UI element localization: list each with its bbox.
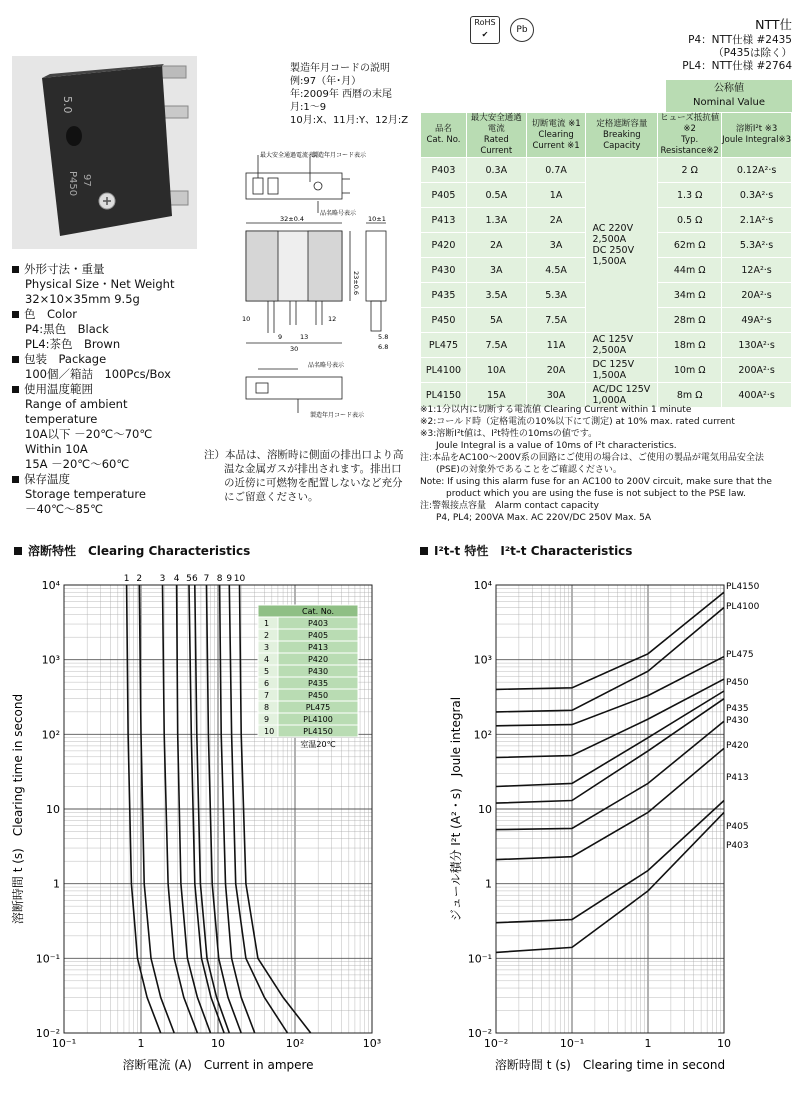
col-header-joule (722, 113, 792, 158)
series-number-label: 8 (216, 574, 223, 584)
col-header-text: Joule Integral※3 (722, 135, 791, 145)
series-number-label: 4 (173, 574, 180, 584)
ntt-spec-block (682, 16, 792, 73)
cell-resistance: 44m Ω (658, 258, 722, 283)
series-line (496, 748, 724, 859)
breaking-text: AC/DC 125V (592, 384, 651, 395)
legend-cat: P413 (307, 643, 329, 652)
dim-9: 9 (278, 333, 283, 341)
breaking-text: AC 220V (592, 223, 634, 234)
series-label: P435 (726, 704, 749, 714)
legend-cat: P450 (307, 691, 329, 700)
nominal-en: Nominal Value (692, 97, 765, 108)
y-axis-label: ジュール積分 I²t (A²・s) Joule integral (449, 696, 463, 922)
spec-heading: 保存温度 (12, 472, 202, 487)
legend-cat: P420 (307, 655, 329, 664)
breaking-text: DC 250V (592, 245, 635, 256)
chart2-title (420, 542, 632, 559)
series-label: P413 (726, 773, 749, 783)
cell-rated: 15A (466, 383, 526, 408)
spec-line: 100個／箱詰 100Pcs/Box (25, 367, 171, 381)
fuse-image (12, 56, 197, 249)
series-number-label: 2 (136, 574, 143, 584)
spec-heading: 使用温度範囲 (12, 382, 202, 397)
note-line: ※3:溶断I²t値は、I²t特性の10msの値です。 (420, 429, 598, 439)
cell-cat: P430 (421, 258, 467, 283)
col-header-text: Cat. No. (426, 135, 461, 145)
breaking-text: 2,500A (592, 345, 627, 356)
drawing-label-model: 品名略号表示 (320, 210, 357, 217)
legend-num: 9 (264, 715, 270, 724)
breaking-text: DC 125V (592, 359, 635, 370)
series-number-label: 7 (203, 574, 210, 584)
col-header-rated (466, 113, 526, 158)
legend-cat: PL4150 (303, 727, 333, 736)
y-tick-label: 1 (53, 877, 60, 891)
col-header-text: Rated Current (480, 135, 513, 156)
rohs-badge (470, 16, 500, 44)
cell-clearing: 30A (526, 383, 586, 408)
date-code-line: 年:2009年 西暦の末尾 (290, 89, 392, 100)
legend-header: Cat. No. (302, 607, 334, 616)
cell-joule: 0.12A²·s (722, 158, 792, 183)
series-line (496, 691, 724, 787)
photo-label-rating: 5.0 (61, 96, 74, 114)
cell-resistance: 62m Ω (658, 233, 722, 258)
note-line: (PSE)の対象外であることをご確認ください。 (436, 465, 622, 475)
y-tick-label: 10² (473, 728, 492, 742)
breaking-text: AC 125V (592, 334, 634, 345)
cell-joule: 2.1A²·s (722, 208, 792, 233)
legend-num: 2 (264, 631, 270, 640)
col-header-breaking (586, 113, 658, 158)
date-code-title: 製造年月コードの説明 (290, 63, 390, 74)
series-label: PL4150 (726, 582, 760, 592)
cell-rated: 10A (466, 358, 526, 383)
spec-line: 10A以下 －20℃～70℃ (25, 427, 153, 441)
drawing-label-date-code-2: 製造年月コード表示 (310, 412, 365, 419)
dim-6-8: 6.8 (378, 343, 389, 351)
caution-line: 注）本品は、溶断時に側面の排出口より高 (204, 449, 404, 461)
cell-clearing: 1A (526, 183, 586, 208)
dim-10: 10±1 (368, 215, 386, 223)
photo-label-model: P450 (67, 171, 78, 197)
pb-text: Pb (516, 25, 528, 35)
series-label: PL475 (726, 650, 754, 660)
spec-line: 15A －20℃～60℃ (25, 457, 130, 471)
x-tick-label: 10⁻¹ (51, 1037, 77, 1050)
cell-clearing: 4.5A (526, 258, 586, 283)
series-number-label: 3 (159, 574, 166, 584)
note-line: Joule Integral is a value of 10ms of I²t characteristics. (436, 441, 677, 451)
cell-cat: P405 (421, 183, 467, 208)
cell-rated: 1.3A (466, 208, 526, 233)
note-line: product which you are using the fuse is not subject to the PSE law. (446, 489, 746, 499)
dimension-drawing (238, 145, 408, 425)
legend-cat: P405 (307, 631, 329, 640)
cell-resistance: 34m Ω (658, 283, 722, 308)
spec-line: Storage temperature (25, 487, 146, 501)
y-axis-label: 溶断時間 t (s) Clearing time in second (11, 693, 25, 925)
ntt-p4: P4：NTT仕様 #2435 (688, 34, 792, 46)
ntt-pl4: PL4：NTT仕様 #2764 (682, 60, 792, 72)
spec-table (420, 112, 792, 408)
cell-rated: 0.5A (466, 183, 526, 208)
note-line: P4, PL4; 200VA Max. AC 220V/DC 250V Max. 5A (436, 513, 652, 523)
dim-13: 13 (300, 333, 309, 341)
series-label: P403 (726, 841, 749, 851)
product-photo (12, 56, 197, 249)
cell-joule: 49A²·s (722, 308, 792, 333)
legend-num: 3 (264, 643, 270, 652)
col-header-text: 切断電流 ※1 (531, 118, 581, 129)
legend-cat: PL4100 (303, 715, 333, 724)
breaking-text: 1,500A (592, 370, 627, 381)
legend-num: 4 (264, 655, 270, 664)
clearing-characteristics-chart (0, 565, 400, 1090)
x-tick-label: 10² (285, 1037, 305, 1050)
legend-num: 6 (264, 679, 270, 688)
y-tick-label: 10² (41, 728, 60, 742)
nominal-jp: 公称値 (714, 83, 744, 94)
caution-note (204, 448, 404, 504)
x-tick-label: 1 (644, 1037, 652, 1050)
chart2-title-text: I²t-t 特性 I²t-t Characteristics (434, 544, 633, 558)
cell-cat: PL475 (421, 333, 467, 358)
cell-clearing: 20A (526, 358, 586, 383)
y-tick-label: 1 (485, 877, 492, 891)
cell-resistance: 10m Ω (658, 358, 722, 383)
cell-rated: 3A (466, 258, 526, 283)
chart1-title-text: 溶断特性 Clearing Characteristics (28, 544, 251, 558)
legend-num: 10 (264, 727, 275, 736)
x-tick-label: 10⁻² (483, 1037, 509, 1050)
spec-line: PL4:茶色 Brown (25, 337, 121, 351)
series-line (496, 801, 724, 923)
date-code-line: 例:97（年･月） (290, 76, 362, 87)
rohs-text: RoHS (474, 18, 496, 27)
note-line: Note: If using this alarm fuse for an AC100 to 200V circuit, make sure that the (420, 477, 772, 487)
col-header-text: 品名 (434, 124, 452, 134)
chart1-title (14, 542, 250, 559)
series-number-label: 6 (191, 574, 198, 584)
y-tick-label: 10⁴ (473, 579, 492, 592)
dim-10b: 10 (242, 315, 251, 323)
pb-free-badge (510, 18, 534, 42)
spec-line: P4:黒色 Black (25, 322, 109, 336)
cell-breaking-main (586, 158, 658, 333)
nominal-value-header (666, 80, 792, 112)
spec-heading: 色 Color (12, 307, 202, 322)
x-tick-label: 1 (137, 1037, 145, 1050)
dim-30: 30 (290, 345, 299, 353)
cell-rated: 3.5A (466, 283, 526, 308)
x-tick-label: 10 (717, 1037, 731, 1050)
note-line: 注:本品をAC100～200V系の回路にご使用の場合は、ご使用の製品が電気用品安全法 (420, 453, 764, 463)
cell-rated: 7.5A (466, 333, 526, 358)
date-code-line: 10月:X、11月:Y、12月:Z (290, 115, 409, 126)
col-header-resistance (658, 113, 722, 158)
cell-joule: 5.3A²·s (722, 233, 792, 258)
col-header-text: ヒューズ抵抗値※2 (660, 113, 720, 134)
date-code-block (290, 62, 408, 127)
col-header-text: 最大安全通過電流 (470, 113, 522, 134)
check-icon: ✔ (481, 30, 489, 39)
caution-line: にご留意ください。 (224, 491, 319, 503)
cell-cat: PL4150 (421, 383, 467, 408)
dim-32: 32±0.4 (280, 215, 305, 223)
y-tick-label: 10⁻¹ (35, 952, 60, 966)
cell-resistance: 18m Ω (658, 333, 722, 358)
x-tick-label: 10⁻¹ (559, 1037, 585, 1050)
cell-clearing: 5.3A (526, 283, 586, 308)
spec-heading: 外形寸法・重量 (12, 262, 202, 277)
col-header-text: Typ. Resistance※2 (660, 135, 719, 156)
series-number-label: 1 (123, 574, 130, 584)
x-tick-label: 10 (211, 1037, 225, 1050)
series-line (496, 812, 724, 952)
cell-cat: PL4100 (421, 358, 467, 383)
col-header-cat (421, 113, 467, 158)
y-tick-label: 10⁴ (41, 579, 60, 592)
drawing-label-max-current: 最大安全通過電流表示 (260, 152, 321, 159)
note-line: ※1:1分以内に切断する電流値 Clearing Current within 1 minute (420, 405, 692, 415)
cell-clearing: 3A (526, 233, 586, 258)
spec-line: 32×10×35mm 9.5g (25, 292, 140, 306)
series-number-label: 5 (186, 574, 192, 584)
cell-joule: 20A²·s (722, 283, 792, 308)
dim-23: 23±0.6 (352, 271, 360, 296)
series-label: PL4100 (726, 602, 760, 612)
spec-line: Physical Size・Net Weight (25, 277, 175, 291)
breaking-text: 1,000A (592, 395, 627, 406)
spec-line: Range of ambient temperature (25, 397, 128, 426)
cell-clearing: 2A (526, 208, 586, 233)
drawing-label-date-code: 製造年月コード表示 (312, 152, 367, 159)
cell-clearing: 11A (526, 333, 586, 358)
cell-cat: P420 (421, 233, 467, 258)
x-axis-label: 溶断時間 t (s) Clearing time in second (494, 1058, 726, 1072)
col-header-text: Clearing Current ※1 (532, 129, 580, 151)
cell-joule: 130A²·s (722, 333, 792, 358)
spec-line: Within 10A (25, 442, 88, 456)
cell-breaking-pl4100 (586, 358, 658, 383)
x-tick-label: 10³ (362, 1037, 382, 1050)
cell-clearing: 7.5A (526, 308, 586, 333)
cell-cat: P435 (421, 283, 467, 308)
y-tick-label: 10 (478, 803, 492, 816)
spec-heading: 包装 Package (12, 352, 202, 367)
series-label: P430 (726, 716, 749, 726)
cell-rated: 0.3A (466, 158, 526, 183)
cell-resistance: 1.3 Ω (658, 183, 722, 208)
series-label: P405 (726, 822, 749, 832)
table-row (421, 358, 792, 383)
cell-breaking-pl475 (586, 333, 658, 358)
y-tick-label: 10 (46, 803, 60, 816)
caution-line: の近傍に可燃物を配置しないなど充分 (224, 477, 403, 489)
cell-clearing: 0.7A (526, 158, 586, 183)
cell-joule: 12A²·s (722, 258, 792, 283)
legend-cat: P430 (307, 667, 329, 676)
note-line: 注:警報接点容量 Alarm contact capacity (420, 501, 599, 511)
breaking-text: 2,500A (592, 234, 627, 245)
cell-cat: P413 (421, 208, 467, 233)
y-tick-label: 10⁻² (35, 1027, 60, 1040)
table-header-row (421, 113, 792, 158)
photo-label-code: 97 (81, 174, 92, 187)
y-tick-label: 10³ (41, 653, 60, 667)
x-axis-label: 溶断電流 (A) Current in ampere (122, 1058, 314, 1072)
col-header-clearing (526, 113, 586, 158)
series-label: P420 (726, 741, 749, 751)
note-line: ※2:コールド時（定格電流の10%以下にて測定) at 10% max. rated current (420, 417, 735, 427)
dim-5-8: 5.8 (378, 333, 389, 341)
legend-num: 8 (264, 703, 270, 712)
col-header-text: 溶断I²t ※3 (735, 124, 778, 134)
table-row (421, 158, 792, 183)
table-row (421, 333, 792, 358)
i2t-characteristics-chart (400, 565, 800, 1090)
notes-block (420, 404, 796, 524)
legend-cat: PL475 (305, 703, 331, 712)
cell-resistance: 0.5 Ω (658, 208, 722, 233)
y-tick-label: 10⁻² (467, 1027, 492, 1040)
date-code-line: 月:1～9 (290, 102, 327, 113)
legend-cat: P435 (307, 679, 329, 688)
dim-12: 12 (328, 315, 337, 323)
cell-rated: 2A (466, 233, 526, 258)
cell-resistance: 2 Ω (658, 158, 722, 183)
ntt-title: NTT仕 (755, 17, 792, 32)
ntt-p4-note: （P435は除く） (713, 47, 792, 59)
series-number-label: 10 (233, 574, 246, 584)
y-tick-label: 10³ (473, 653, 492, 667)
col-header-text: Breaking Capacity (603, 129, 641, 151)
series-label: P450 (726, 678, 749, 688)
breaking-text: 1,500A (592, 256, 627, 267)
cell-rated: 5A (466, 308, 526, 333)
cell-cat: P403 (421, 158, 467, 183)
series-number-label: 9 (226, 574, 233, 584)
legend-cat: P403 (307, 619, 329, 628)
cell-resistance: 28m Ω (658, 308, 722, 333)
legend-num: 5 (264, 667, 270, 676)
specs-list (12, 262, 202, 517)
cell-joule: 200A²·s (722, 358, 792, 383)
drawing-label-model-2: 品名略号表示 (308, 362, 345, 369)
col-header-text: 定格遮断容量 (596, 118, 648, 129)
legend-note: 室温20℃ (300, 740, 336, 749)
cell-resistance: 8m Ω (658, 383, 722, 408)
cell-cat: P450 (421, 308, 467, 333)
cell-joule: 400A²·s (722, 383, 792, 408)
legend-num: 7 (264, 691, 270, 700)
cell-joule: 0.3A²·s (722, 183, 792, 208)
spec-line: －40℃～85℃ (25, 502, 104, 516)
legend-num: 1 (264, 619, 270, 628)
caution-line: 温な金属ガスが排出されます。排出口 (224, 463, 402, 475)
y-tick-label: 10⁻¹ (467, 952, 492, 966)
